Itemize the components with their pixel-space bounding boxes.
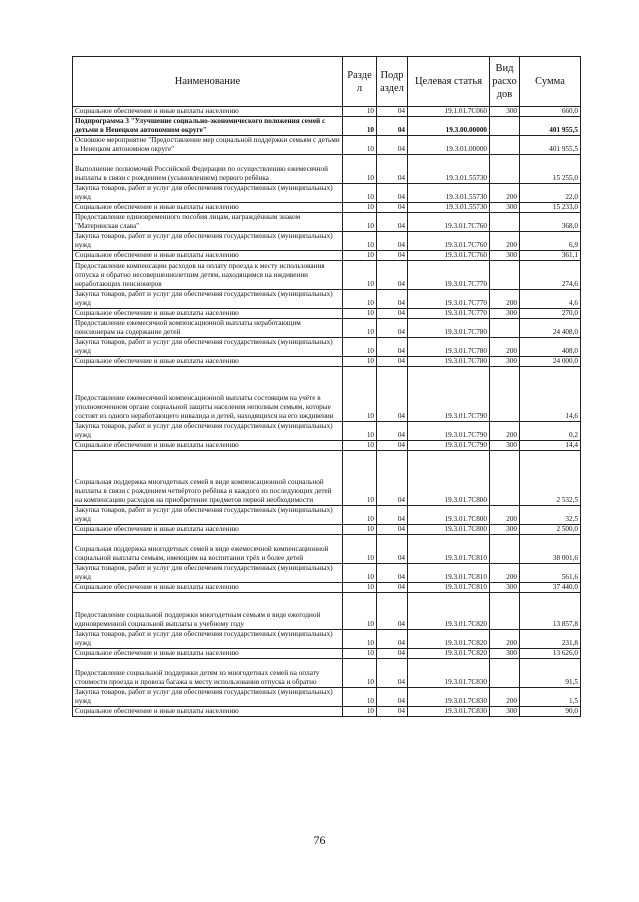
row-name: Социальное обеспечение и иные выплаты населению xyxy=(73,525,343,535)
row-section: 10 xyxy=(343,451,377,506)
row-section: 10 xyxy=(343,593,377,630)
row-type xyxy=(490,155,520,184)
row-target: 19.3.01.7С800 xyxy=(408,525,490,535)
row-section: 10 xyxy=(343,251,377,261)
row-section: 10 xyxy=(343,441,377,451)
row-name: Закупка товаров, работ и услуг для обеспечения государственных (муниципальных) нужд xyxy=(73,232,343,251)
header-subsection: Подр аздел xyxy=(377,57,408,107)
row-section: 10 xyxy=(343,659,377,688)
row-subsection: 04 xyxy=(377,422,408,441)
row-section: 10 xyxy=(343,309,377,319)
row-section: 10 xyxy=(343,564,377,583)
table-row xyxy=(73,583,581,593)
row-type xyxy=(490,136,520,155)
row-target: 19.3.01.7С830 xyxy=(408,707,490,717)
row-type xyxy=(490,367,520,422)
row-type: 300 xyxy=(490,583,520,593)
row-type: 200 xyxy=(490,506,520,525)
budget-table xyxy=(72,56,581,717)
row-name: Закупка товаров, работ и услуг для обеспечения государственных (муниципальных) нужд xyxy=(73,564,343,583)
row-subsection: 04 xyxy=(377,688,408,707)
row-target: 19.3.01.7С780 xyxy=(408,357,490,367)
table-row xyxy=(73,422,581,441)
row-section: 10 xyxy=(343,506,377,525)
row-subsection: 04 xyxy=(377,155,408,184)
row-type xyxy=(490,213,520,232)
row-name: Подпрограмма 3 "Улучшение социально-экономического положения семей с детьми в Ненецком автономном округе" xyxy=(73,117,343,136)
row-subsection: 04 xyxy=(377,707,408,717)
row-subsection: 04 xyxy=(377,525,408,535)
row-target: 19.3.01.55730 xyxy=(408,155,490,184)
row-target: 19.3.01.7С830 xyxy=(408,688,490,707)
row-section: 10 xyxy=(343,117,377,136)
row-name: Выполнение полномочий Российской Федерации по осуществлению ежемесячной выплаты в связи с рождением (усыновлением) первого ребёнка xyxy=(73,155,343,184)
row-subsection: 04 xyxy=(377,203,408,213)
table-row xyxy=(73,213,581,232)
row-target: 19.3.01.7С810 xyxy=(408,583,490,593)
table-header-row xyxy=(73,57,581,107)
row-section: 10 xyxy=(343,338,377,357)
header-type: Вид расхо дов xyxy=(490,57,520,107)
row-sum: 6,9 xyxy=(520,232,581,251)
row-sum: 4,6 xyxy=(520,290,581,309)
table-row xyxy=(73,136,581,155)
row-subsection: 04 xyxy=(377,232,408,251)
row-type: 200 xyxy=(490,184,520,203)
row-section: 10 xyxy=(343,357,377,367)
row-sum: 561,6 xyxy=(520,564,581,583)
row-target: 19.3.01.7С770 xyxy=(408,309,490,319)
row-name: Закупка товаров, работ и услуг для обеспечения государственных (муниципальных) нужд xyxy=(73,630,343,649)
row-target: 19.3.01.7С760 xyxy=(408,232,490,251)
row-section: 10 xyxy=(343,630,377,649)
row-sum: 660,0 xyxy=(520,107,581,117)
row-name: Социальное обеспечение и иные выплаты населению xyxy=(73,309,343,319)
header-sum: Сумма xyxy=(520,57,581,107)
row-name: Предоставление социальной поддержки многодетным семьям в виде ежегодной единовременной социальной выплаты к учебному году xyxy=(73,593,343,630)
row-section: 10 xyxy=(343,184,377,203)
table-row xyxy=(73,290,581,309)
row-name: Социальное обеспечение и иные выплаты населению xyxy=(73,357,343,367)
row-sum: 2 500,0 xyxy=(520,525,581,535)
table-row xyxy=(73,309,581,319)
row-sum: 2 532,5 xyxy=(520,451,581,506)
row-name: Предоставление ежемесячной компенсационной выплаты неработающим пенсионерам на содержание детей xyxy=(73,319,343,338)
row-target: 19.3.01.55730 xyxy=(408,203,490,213)
row-target: 19.3.01.7С760 xyxy=(408,213,490,232)
row-target: 19.3.01.7С770 xyxy=(408,261,490,290)
table-row xyxy=(73,659,581,688)
row-type: 200 xyxy=(490,630,520,649)
header-name: Наименование xyxy=(73,57,343,107)
table-row xyxy=(73,707,581,717)
page-number: 76 xyxy=(313,833,326,847)
table-row xyxy=(73,155,581,184)
row-target: 19.1.01.7С060 xyxy=(408,107,490,117)
table-row xyxy=(73,688,581,707)
row-type xyxy=(490,593,520,630)
row-target: 19.3.01.00000 xyxy=(408,136,490,155)
row-type: 300 xyxy=(490,309,520,319)
row-sum: 368,0 xyxy=(520,213,581,232)
row-sum: 401 955,5 xyxy=(520,117,581,136)
table-row xyxy=(73,535,581,564)
row-subsection: 04 xyxy=(377,535,408,564)
header-section: Разде л xyxy=(343,57,377,107)
row-subsection: 04 xyxy=(377,213,408,232)
row-subsection: 04 xyxy=(377,593,408,630)
table-row xyxy=(73,117,581,136)
table-row xyxy=(73,232,581,251)
row-target: 19.3.01.7С780 xyxy=(408,338,490,357)
row-name: Социальное обеспечение и иные выплаты населению xyxy=(73,203,343,213)
row-type xyxy=(490,261,520,290)
row-name: Предоставление единовременного пособия лицам, награждённым знаком "Материнская слава" xyxy=(73,213,343,232)
row-sum: 270,0 xyxy=(520,309,581,319)
row-sum: 24 000,0 xyxy=(520,357,581,367)
row-name: Социальная поддержка многодетных семей в виде компенсационной социальной выплаты в связи с рождением четвёртого ребёнка и каждого из последующих детей на компенсацию расходов на приобретение предметов первой необходимости xyxy=(73,451,343,506)
table-row xyxy=(73,593,581,630)
row-target: 19.3.01.7С810 xyxy=(408,564,490,583)
row-section: 10 xyxy=(343,367,377,422)
table-row xyxy=(73,203,581,213)
row-section: 10 xyxy=(343,688,377,707)
row-subsection: 04 xyxy=(377,338,408,357)
row-name: Социальное обеспечение и иные выплаты населению xyxy=(73,583,343,593)
row-sum: 0,2 xyxy=(520,422,581,441)
row-target: 19.3.01.7С810 xyxy=(408,535,490,564)
row-subsection: 04 xyxy=(377,261,408,290)
table-row xyxy=(73,367,581,422)
row-name: Закупка товаров, работ и услуг для обеспечения государственных (муниципальных) нужд xyxy=(73,422,343,441)
table-row xyxy=(73,441,581,451)
row-type xyxy=(490,535,520,564)
row-sum: 13 626,0 xyxy=(520,649,581,659)
row-target: 19.3.01.7С820 xyxy=(408,630,490,649)
row-type: 300 xyxy=(490,107,520,117)
row-type: 200 xyxy=(490,564,520,583)
row-sum: 38 001,6 xyxy=(520,535,581,564)
row-target: 19.3.00.00000 xyxy=(408,117,490,136)
table-row xyxy=(73,506,581,525)
row-subsection: 04 xyxy=(377,184,408,203)
row-section: 10 xyxy=(343,232,377,251)
row-sum: 15 255,0 xyxy=(520,155,581,184)
row-type: 300 xyxy=(490,441,520,451)
row-target: 19.3.01.7С800 xyxy=(408,506,490,525)
row-target: 19.3.01.7С820 xyxy=(408,649,490,659)
row-section: 10 xyxy=(343,649,377,659)
row-type xyxy=(490,117,520,136)
row-type xyxy=(490,319,520,338)
row-subsection: 04 xyxy=(377,564,408,583)
row-subsection: 04 xyxy=(377,451,408,506)
row-type: 300 xyxy=(490,203,520,213)
row-name: Предоставление социальной поддержки детям из многодетных семей на оплату стоимости проезда и провоза багажа к месту использования отпуска и обратно xyxy=(73,659,343,688)
row-sum: 231,8 xyxy=(520,630,581,649)
table-row xyxy=(73,564,581,583)
row-section: 10 xyxy=(343,261,377,290)
row-subsection: 04 xyxy=(377,630,408,649)
row-target: 19.3.01.7С830 xyxy=(408,659,490,688)
row-target: 19.3.01.7С800 xyxy=(408,451,490,506)
row-subsection: 04 xyxy=(377,357,408,367)
table-row xyxy=(73,107,581,117)
row-target: 19.3.01.7С790 xyxy=(408,367,490,422)
row-type: 200 xyxy=(490,232,520,251)
row-target: 19.3.01.55730 xyxy=(408,184,490,203)
row-sum: 274,6 xyxy=(520,261,581,290)
row-section: 10 xyxy=(343,319,377,338)
row-type: 300 xyxy=(490,707,520,717)
row-sum: 14,6 xyxy=(520,367,581,422)
table-row xyxy=(73,338,581,357)
row-name: Предоставление компенсации расходов на оплату проезда к месту использования отпуска и обратно несовершеннолетним детям, находящимся на иждивении неработающих пенсионеров xyxy=(73,261,343,290)
row-sum: 22,0 xyxy=(520,184,581,203)
row-type: 200 xyxy=(490,422,520,441)
row-name: Предоставление ежемесячной компенсационной выплаты состоящим на учёте в уполномоченном органе социальной защиты населения неполным семьям, которые состоят из одного неработающего инвалида и детей, находящихся на его иждивении xyxy=(73,367,343,422)
header-target: Целевая статья xyxy=(408,57,490,107)
row-name: Социальное обеспечение и иные выплаты населению xyxy=(73,107,343,117)
table-row xyxy=(73,357,581,367)
row-subsection: 04 xyxy=(377,583,408,593)
row-name: Закупка товаров, работ и услуг для обеспечения государственных (муниципальных) нужд xyxy=(73,506,343,525)
row-target: 19.3.01.7С780 xyxy=(408,319,490,338)
row-type: 300 xyxy=(490,649,520,659)
row-target: 19.3.01.7С790 xyxy=(408,422,490,441)
table-row xyxy=(73,649,581,659)
row-subsection: 04 xyxy=(377,290,408,309)
row-sum: 361,1 xyxy=(520,251,581,261)
row-section: 10 xyxy=(343,290,377,309)
row-type: 200 xyxy=(490,338,520,357)
row-sum: 15 233,0 xyxy=(520,203,581,213)
row-subsection: 04 xyxy=(377,441,408,451)
row-name: Закупка товаров, работ и услуг для обеспечения государственных (муниципальных) нужд xyxy=(73,338,343,357)
row-name: Основное мероприятие "Предоставление мер социальной поддержки семьям с детьми в Ненецком автономном округе" xyxy=(73,136,343,155)
row-sum: 37 440,0 xyxy=(520,583,581,593)
row-name: Социальная поддержка многодетных семей в виде ежемесячной компенсационной социальной выплаты семьям, имеющим на воспитании трёх и более детей xyxy=(73,535,343,564)
row-sum: 14,4 xyxy=(520,441,581,451)
row-subsection: 04 xyxy=(377,136,408,155)
row-name: Закупка товаров, работ и услуг для обеспечения государственных (муниципальных) нужд xyxy=(73,184,343,203)
table-row xyxy=(73,630,581,649)
row-subsection: 04 xyxy=(377,117,408,136)
row-name: Социальное обеспечение и иные выплаты населению xyxy=(73,707,343,717)
row-type: 300 xyxy=(490,357,520,367)
row-section: 10 xyxy=(343,213,377,232)
row-subsection: 04 xyxy=(377,309,408,319)
row-type xyxy=(490,451,520,506)
row-section: 10 xyxy=(343,107,377,117)
row-section: 10 xyxy=(343,535,377,564)
row-target: 19.3.01.7С790 xyxy=(408,441,490,451)
row-subsection: 04 xyxy=(377,659,408,688)
row-name: Социальное обеспечение и иные выплаты населению xyxy=(73,441,343,451)
table-row xyxy=(73,184,581,203)
row-type: 200 xyxy=(490,688,520,707)
row-section: 10 xyxy=(343,203,377,213)
row-sum: 91,5 xyxy=(520,659,581,688)
row-section: 10 xyxy=(343,155,377,184)
row-subsection: 04 xyxy=(377,506,408,525)
row-section: 10 xyxy=(343,422,377,441)
row-target: 19.3.01.7С760 xyxy=(408,251,490,261)
row-subsection: 04 xyxy=(377,251,408,261)
row-section: 10 xyxy=(343,707,377,717)
row-sum: 32,5 xyxy=(520,506,581,525)
row-type: 200 xyxy=(490,290,520,309)
row-subsection: 04 xyxy=(377,107,408,117)
row-subsection: 04 xyxy=(377,319,408,338)
row-sum: 1,5 xyxy=(520,688,581,707)
row-name: Социальное обеспечение и иные выплаты населению xyxy=(73,649,343,659)
row-sum: 13 857,8 xyxy=(520,593,581,630)
row-target: 19.3.01.7С770 xyxy=(408,290,490,309)
table-row xyxy=(73,319,581,338)
row-section: 10 xyxy=(343,525,377,535)
row-type xyxy=(490,659,520,688)
row-name: Социальное обеспечение и иные выплаты населению xyxy=(73,251,343,261)
row-section: 10 xyxy=(343,136,377,155)
row-section: 10 xyxy=(343,583,377,593)
row-name: Закупка товаров, работ и услуг для обеспечения государственных (муниципальных) нужд xyxy=(73,290,343,309)
row-sum: 408,0 xyxy=(520,338,581,357)
table-row xyxy=(73,261,581,290)
row-target: 19.3.01.7С820 xyxy=(408,593,490,630)
row-subsection: 04 xyxy=(377,367,408,422)
table-body xyxy=(73,107,581,717)
table-row xyxy=(73,525,581,535)
row-sum: 401 955,5 xyxy=(520,136,581,155)
row-sum: 24 408,0 xyxy=(520,319,581,338)
row-subsection: 04 xyxy=(377,649,408,659)
row-type: 300 xyxy=(490,525,520,535)
row-name: Закупка товаров, работ и услуг для обеспечения государственных (муниципальных) нужд xyxy=(73,688,343,707)
row-type: 300 xyxy=(490,251,520,261)
table-row xyxy=(73,451,581,506)
table-row xyxy=(73,251,581,261)
row-sum: 90,0 xyxy=(520,707,581,717)
